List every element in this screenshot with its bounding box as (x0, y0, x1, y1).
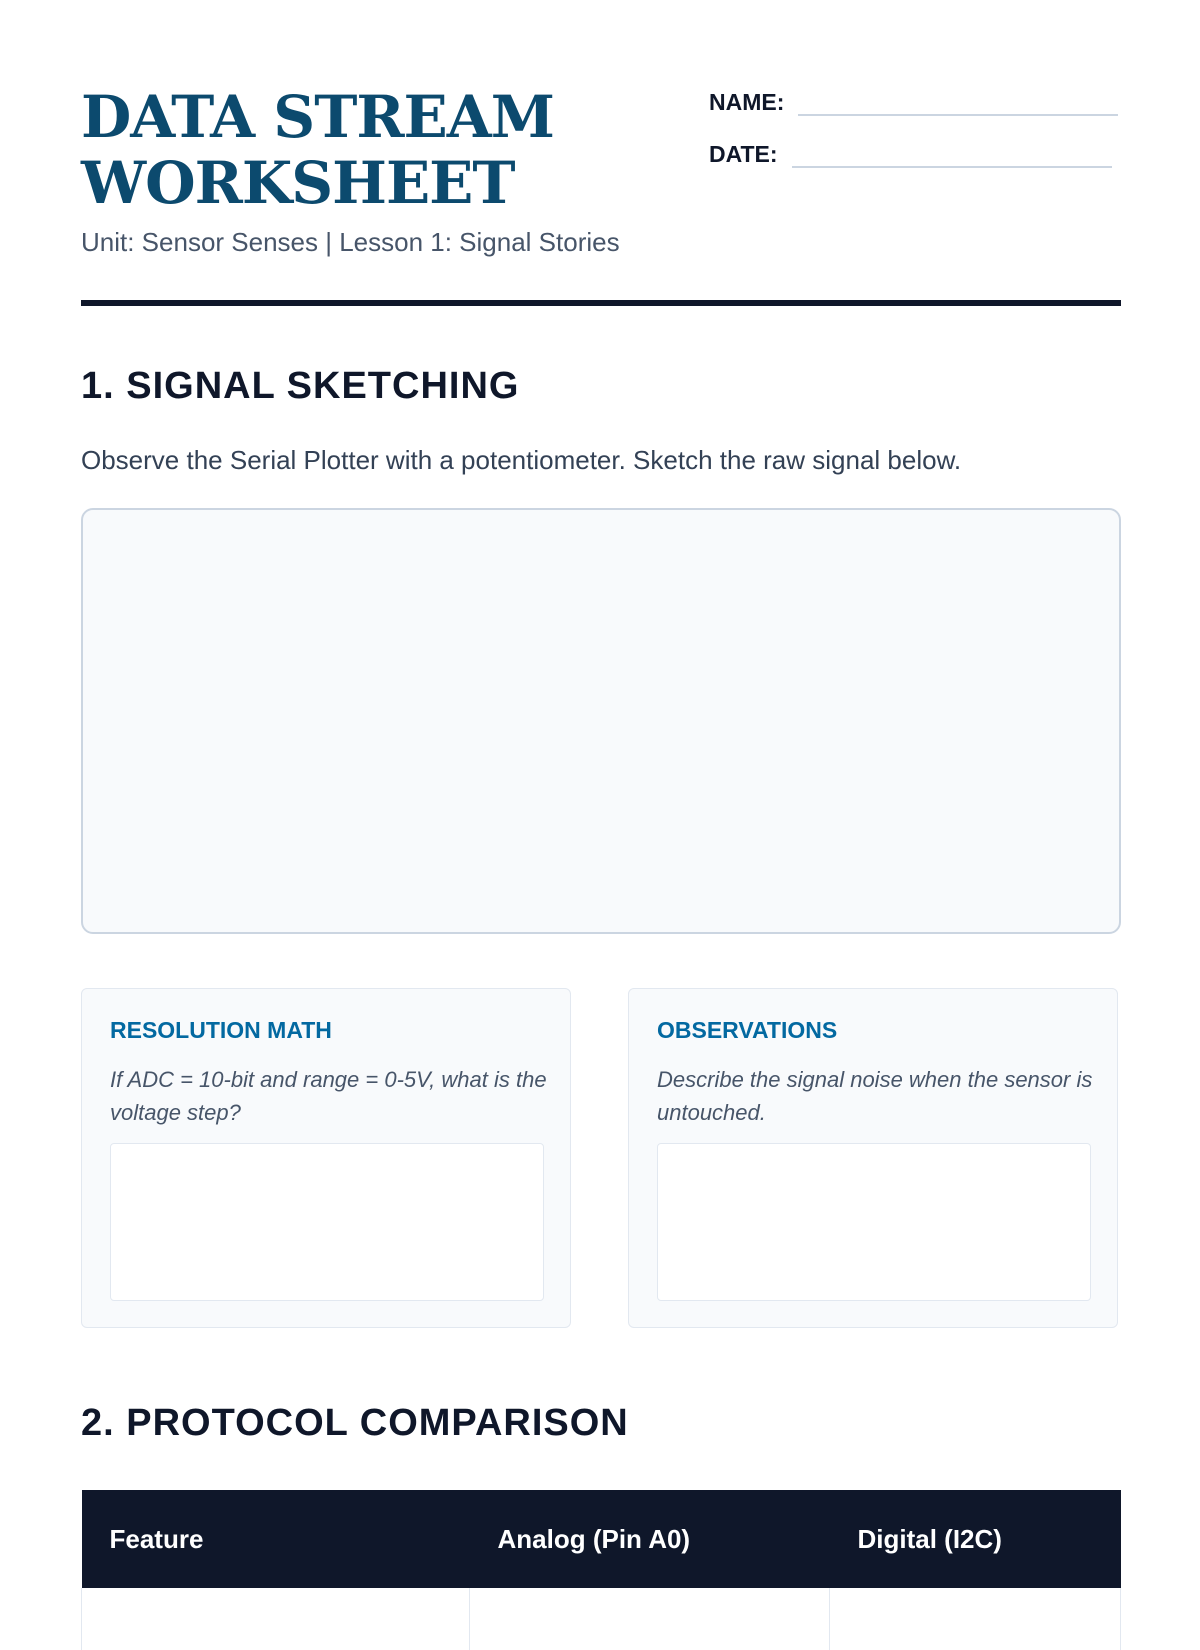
table-cell[interactable] (470, 1588, 830, 1650)
worksheet-title (81, 84, 554, 216)
section-2-heading: 2. PROTOCOL COMPARISON (81, 1402, 629, 1444)
name-label: NAME: (709, 89, 785, 115)
section-1-heading: 1. SIGNAL SKETCHING (81, 365, 520, 407)
date-line[interactable] (792, 136, 1112, 168)
date-label: DATE: (709, 141, 778, 167)
worksheet-header (81, 0, 1121, 306)
table-row (82, 1588, 1121, 1650)
observations-answer-box[interactable] (657, 1143, 1091, 1301)
resolution-answer-box[interactable] (110, 1143, 544, 1301)
title-line-1: DATA STREAM (81, 83, 554, 151)
card-title: RESOLUTION MATH (110, 1017, 332, 1043)
column-header-digital: Digital (I2C) (830, 1490, 1121, 1588)
date-field (709, 136, 1112, 168)
protocol-comparison-table (81, 1490, 1121, 1650)
section-1-instruction: Observe the Serial Plotter with a potentiometer. Sketch the raw signal below. (81, 445, 962, 475)
header-divider (81, 300, 1121, 306)
title-line-2: WORKSHEET (81, 149, 515, 217)
unit-lesson-subtitle: Unit: Sensor Senses | Lesson 1: Signal Stories (81, 227, 620, 257)
resolution-math-card (81, 988, 571, 1328)
signal-sketch-area[interactable] (81, 508, 1121, 934)
name-line[interactable] (798, 84, 1118, 116)
column-header-feature: Feature (82, 1490, 470, 1588)
worksheet-page (81, 0, 1121, 1554)
card-prompt: If ADC = 10-bit and range = 0-5V, what is the voltage step? (110, 1067, 547, 1125)
column-header-analog: Analog (Pin A0) (470, 1490, 830, 1588)
name-field (709, 84, 1118, 116)
card-title: OBSERVATIONS (657, 1017, 838, 1043)
card-prompt: Describe the signal noise when the sensor is untouched. (657, 1067, 1093, 1125)
table-header-row (82, 1490, 1121, 1588)
table-cell[interactable] (830, 1588, 1121, 1650)
observations-card (628, 988, 1118, 1328)
table-cell[interactable] (82, 1588, 470, 1650)
